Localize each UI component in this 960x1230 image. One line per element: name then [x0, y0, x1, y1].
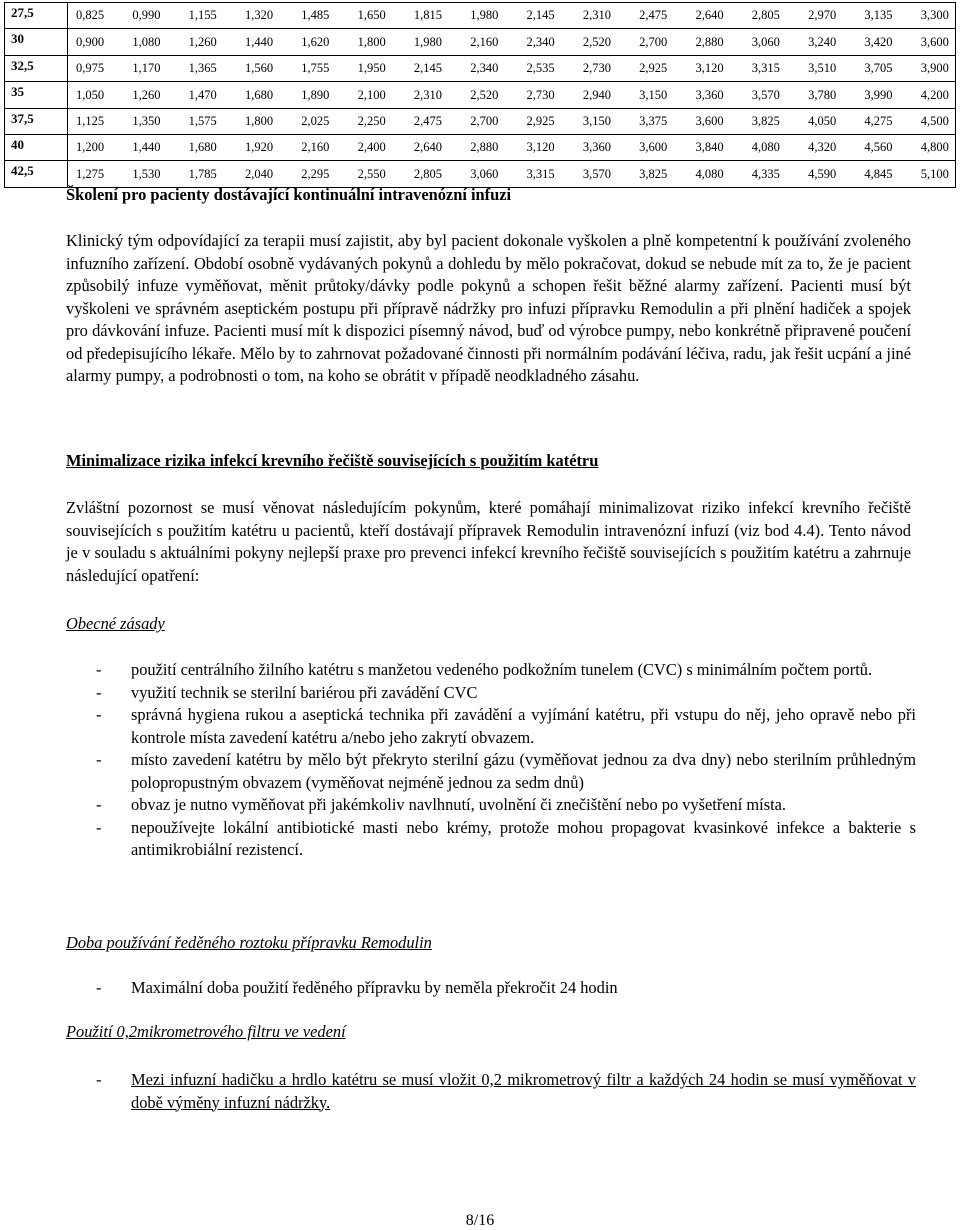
dose-value: 2,940 — [582, 87, 611, 102]
dose-value: 3,240 — [808, 34, 837, 49]
list-item: - Mezi infuzní hadičku a hrdlo katétru se musí vložit 0,2 mikrometrový filtr a každých 24 hodin se musí vyměňovat v době výměny infuzní nádržky. — [66, 1069, 916, 1114]
dose-value: 1,365 — [188, 61, 217, 76]
dose-value: 3,300 — [920, 8, 949, 23]
dose-value: 2,640 — [695, 8, 724, 23]
dose-value: 2,700 — [639, 34, 668, 49]
dose-value: 4,335 — [751, 166, 780, 181]
dose-value: 2,475 — [639, 8, 668, 23]
values-cell — [68, 108, 956, 134]
dose-value: 2,340 — [470, 61, 499, 76]
dose-value: 2,520 — [470, 87, 499, 102]
dose-value: 1,530 — [132, 166, 161, 181]
table-row — [5, 82, 956, 108]
dose-value: 0,900 — [76, 34, 105, 49]
dose-value: 3,315 — [751, 61, 780, 76]
values-cell — [68, 55, 956, 81]
dose-value: 2,700 — [470, 114, 499, 128]
dose-value: 3,150 — [639, 87, 668, 102]
dose-value: 1,170 — [132, 61, 161, 76]
dose-value: 4,080 — [695, 166, 724, 181]
dose-value: 2,400 — [357, 140, 386, 155]
dose-value: 2,100 — [357, 87, 386, 102]
values-cell — [68, 29, 956, 55]
list-item: - obvaz je nutno vyměňovat při jakémkoliv navlhnutí, uvolnění či znečištění nebo po vyšetření místa. — [66, 794, 916, 817]
dose-value: 3,600 — [639, 140, 668, 155]
dose-value: 1,575 — [188, 114, 217, 128]
dose-value: 3,570 — [582, 166, 611, 181]
dose-value: 1,620 — [301, 34, 330, 49]
dose-value: 3,150 — [582, 114, 611, 128]
dose-value: 0,975 — [76, 61, 105, 76]
dose-value: 1,980 — [470, 8, 499, 23]
dose-value: 1,485 — [301, 8, 330, 23]
dose-value: 1,800 — [357, 34, 386, 49]
dose-value: 1,920 — [244, 140, 274, 155]
dose-value: 2,295 — [301, 166, 330, 181]
dose-value: 1,125 — [76, 114, 105, 128]
weight-cell: 30 — [5, 29, 68, 55]
dose-value: 1,680 — [188, 140, 217, 155]
dose-value: 3,060 — [751, 34, 780, 49]
dose-value: 1,260 — [188, 34, 217, 49]
dose-value: 4,275 — [864, 114, 893, 128]
dose-value: 0,990 — [132, 8, 161, 23]
filter-heading: Použití 0,2mikrometrového filtru ve vedení — [66, 1022, 346, 1041]
dose-value: 3,120 — [695, 61, 724, 76]
list-item: - místo zavedení katétru by mělo být překryto sterilní gázu (vyměňovat jednou za dva dny) nebo sterilním průhledným polopropustným obvazem (vyměňovat nejméně jednou za sedm dnů) — [66, 749, 916, 794]
dose-value: 1,560 — [244, 61, 274, 76]
values-cell — [68, 3, 956, 29]
dose-value: 3,900 — [920, 61, 949, 76]
dose-value: 3,825 — [639, 166, 668, 181]
dose-value: 3,360 — [695, 87, 724, 102]
dose-value: 2,160 — [301, 140, 330, 155]
dose-value: 3,990 — [864, 87, 893, 102]
dose-value: 1,320 — [244, 8, 274, 23]
duration-list — [66, 977, 916, 1000]
dose-value: 2,160 — [470, 34, 499, 49]
list-item: - použití centrálního žilního katétru s manžetou vedeného podkožním tunelem (CVC) s minimálním počtem portů. — [66, 659, 916, 682]
dose-value: 2,640 — [413, 140, 442, 155]
dose-value: 2,040 — [244, 166, 274, 181]
dose-value: 2,805 — [413, 166, 442, 181]
list-item: - využití technik se sterilní bariérou při zavádění CVC — [66, 682, 916, 705]
dose-value: 3,840 — [695, 140, 724, 155]
dose-value: 3,600 — [920, 34, 949, 49]
dose-value: 1,650 — [357, 8, 386, 23]
table-row — [5, 161, 956, 187]
dose-value: 2,310 — [413, 87, 442, 102]
dose-value: 3,570 — [751, 87, 780, 102]
dose-value: 2,145 — [413, 61, 442, 76]
dose-table — [4, 2, 956, 188]
minimize-body: Zvláštní pozornost se musí věnovat následujícím pokynům, které pomáhají minimalizovat riziko infekcí krevního řečiště souvisejících s použitím katétru u pacientů, kteří dostávají přípravek Remodulin intravenózní infuzí (viz bod 4.4). Tento návod je v souladu s aktuálními pokyny nejlepší praxe pro prevenci infekcí krevního řečiště souvisejících s použitím katétru a zahrnuje následující opatření: — [66, 498, 911, 585]
list-item: - správná hygiena rukou a aseptická technika při zavádění a vyjímání katétru, při vstupu do něj, jeho opravě nebo při kontrole místa zavedení katétru a/nebo jeho zakrytí obvazem. — [66, 704, 916, 749]
dose-value: 3,510 — [808, 61, 837, 76]
dose-value: 2,535 — [526, 61, 555, 76]
dose-value: 4,560 — [864, 140, 893, 155]
dose-value: 3,315 — [526, 166, 555, 181]
dose-value: 2,880 — [470, 140, 499, 155]
table-row — [5, 3, 956, 29]
dose-value: 2,310 — [582, 8, 611, 23]
dose-value: 3,705 — [864, 61, 893, 76]
general-heading: Obecné zásady — [66, 614, 165, 633]
weight-cell: 37,5 — [5, 108, 68, 134]
table-row — [5, 55, 956, 81]
dose-value: 2,925 — [526, 114, 555, 128]
dose-value: 1,470 — [188, 87, 217, 102]
dose-value: 1,950 — [357, 61, 386, 76]
list-item: - nepoužívejte lokální antibiotické masti nebo krémy, protože mohou propagovat kvasinkové infekce a bakterie s antimikrobiální rezistencí. — [66, 817, 916, 862]
dose-value: 1,755 — [301, 61, 330, 76]
weight-cell: 27,5 — [5, 3, 68, 29]
dose-value: 3,060 — [470, 166, 499, 181]
dose-value: 1,800 — [244, 114, 274, 128]
dose-value: 2,520 — [582, 34, 611, 49]
table-row — [5, 134, 956, 160]
dose-value: 1,980 — [413, 34, 442, 49]
dose-value: 2,925 — [639, 61, 668, 76]
dose-value: 2,730 — [526, 87, 555, 102]
list-item: - Maximální doba použití ředěného přípravku by neměla překročit 24 hodin — [66, 977, 916, 1000]
dose-value: 2,805 — [751, 8, 780, 23]
dose-value: 2,340 — [526, 34, 555, 49]
dose-value: 1,050 — [76, 87, 105, 102]
dose-value: 3,375 — [639, 114, 668, 128]
dose-value: 1,785 — [188, 166, 217, 181]
dose-value: 2,550 — [357, 166, 386, 181]
training-body: Klinický tým odpovídající za terapii musí zajistit, aby byl pacient dokonale vyškolen a plně kompetentní k používání zvoleného infuzního zařízení. Období osobně vydávaných pokynů a dohledu by mělo pokračovat, dokud se nebude mít za to, že je pacient způsobilý infuze vyměňovat, měnit průtoky/dávky podle pokynů a schopen řešit běžné alarmy zařízení. Pacienti musí být vyškoleni ve správném aseptickém postupu při přípravě nádržky pro infuzi přípravku Remodulin a při plnění hadiček a spojek pro dávkování infuze. Pacienti musí mít k dispozici písemný návod, buď od výrobce pumpy, nebo konkrétně připravené poučení od předepisujícího lékaře. Mělo by to zahrnovat požadované činnosti při normálním podávání léčiva, radu, jak řešit ucpání a jiné alarmy pumpy, a podrobnosti o tom, na koho se obrátit v případě neodkladného zásahu. — [66, 231, 911, 385]
dose-value: 1,260 — [132, 87, 161, 102]
values-cell — [68, 161, 956, 187]
dose-value: 1,440 — [244, 34, 274, 49]
dose-value: 3,780 — [808, 87, 837, 102]
dose-value: 4,500 — [920, 114, 949, 128]
weight-cell: 40 — [5, 134, 68, 160]
dose-value: 4,320 — [808, 140, 837, 155]
dose-value: 4,800 — [920, 140, 949, 155]
dose-value: 1,080 — [132, 34, 161, 49]
dose-value: 2,475 — [413, 114, 442, 128]
values-cell — [68, 82, 956, 108]
dose-value: 4,050 — [808, 114, 837, 128]
dose-value: 3,135 — [864, 8, 893, 23]
dose-value: 3,420 — [864, 34, 893, 49]
minimize-heading: Minimalizace rizika infekcí krevního řečiště souvisejících s použitím katétru — [66, 451, 599, 470]
values-cell — [68, 134, 956, 160]
dose-table-body — [5, 3, 956, 188]
table-row — [5, 29, 956, 55]
dose-value: 4,590 — [808, 166, 837, 181]
dose-value: 2,880 — [695, 34, 724, 49]
general-list — [66, 659, 916, 862]
dose-value: 1,155 — [188, 8, 217, 23]
dose-value: 2,250 — [357, 114, 386, 128]
dose-value: 2,970 — [808, 8, 837, 23]
dose-value: 1,440 — [132, 140, 161, 155]
table-row — [5, 108, 956, 134]
page-number: 8/16 — [465, 1212, 495, 1229]
dose-value: 3,120 — [526, 140, 555, 155]
dose-value: 1,275 — [76, 166, 105, 181]
dose-value: 1,200 — [76, 140, 105, 155]
dose-value: 1,350 — [132, 114, 161, 128]
dose-value: 2,730 — [582, 61, 611, 76]
training-heading: Školení pro pacienty dostávající kontinuální intravenózní infuzi — [66, 185, 512, 204]
weight-cell: 35 — [5, 82, 68, 108]
dose-value: 3,360 — [582, 140, 611, 155]
duration-heading: Doba používání ředěného roztoku přípravku Remodulin — [66, 933, 432, 952]
weight-cell: 32,5 — [5, 55, 68, 81]
dose-value: 0,825 — [76, 8, 105, 23]
dose-value: 5,100 — [920, 166, 949, 181]
dose-value: 4,845 — [864, 166, 893, 181]
filter-list — [66, 1069, 916, 1114]
dose-value: 3,825 — [751, 114, 780, 128]
dose-value: 2,025 — [301, 114, 330, 128]
dose-value: 4,200 — [920, 87, 949, 102]
dose-value: 1,815 — [413, 8, 442, 23]
dose-value: 2,145 — [526, 8, 555, 23]
dose-value: 1,890 — [301, 87, 330, 102]
weight-cell: 42,5 — [5, 161, 68, 187]
dose-value: 1,680 — [244, 87, 274, 102]
dose-value: 3,600 — [695, 114, 724, 128]
dose-value: 4,080 — [751, 140, 780, 155]
